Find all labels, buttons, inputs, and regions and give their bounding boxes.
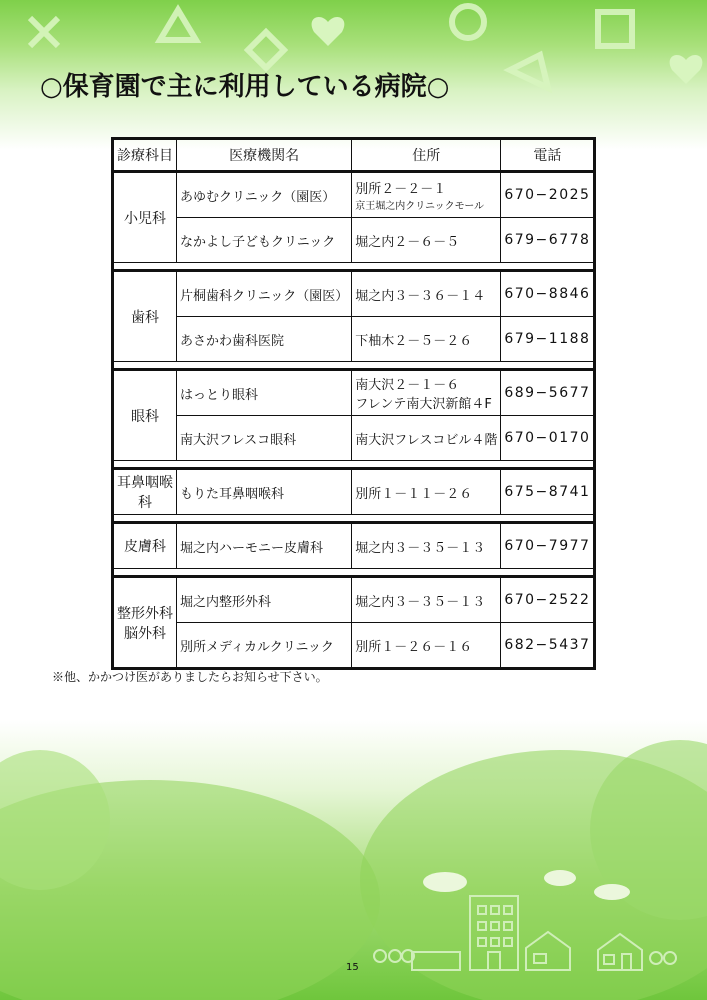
- cross-shape: [30, 18, 58, 46]
- heart-shape: [670, 55, 703, 84]
- hospital-name-cell: 片桐歯科クリニック（園医）: [177, 271, 352, 317]
- address-line: 堀之内３－３５－１３: [355, 594, 486, 610]
- address-line-2: 京王堀之内クリニックモール: [355, 201, 485, 212]
- page-number: 15: [346, 962, 359, 973]
- phone-cell: 670−2522: [501, 577, 595, 623]
- hospital-name-cell: 堀之内ハーモニー皮膚科: [177, 523, 352, 569]
- address-line: 堀之内３－３６－１４: [355, 288, 486, 304]
- department-cell: 歯科: [113, 271, 177, 362]
- table-row: [113, 370, 595, 416]
- address-cell: [352, 577, 501, 623]
- department-cell: 整形外科 脳外科: [113, 577, 177, 669]
- separator-cell: [113, 263, 595, 271]
- table-row: [113, 623, 595, 669]
- department-cell: 皮膚科: [113, 523, 177, 569]
- table-header-row: [113, 139, 595, 172]
- triangle-shape: [160, 10, 196, 40]
- address-cell: [352, 317, 501, 362]
- table-row: [113, 218, 595, 263]
- address-cell: [352, 218, 501, 263]
- phone-cell: 670−0170: [501, 416, 595, 461]
- phone-cell: 682−5437: [501, 623, 595, 669]
- table-row: [113, 271, 595, 317]
- address-line: 下柚木２－５－２６: [355, 333, 473, 349]
- hospital-name-cell: あさかわ歯科医院: [177, 317, 352, 362]
- phone-cell: 689−5677: [501, 370, 595, 416]
- address-line: 別所２－２－１: [355, 182, 447, 197]
- phone-cell: 679−1188: [501, 317, 595, 362]
- footnote: ※他、かかつけ医がありましたらお知らせ下さい。: [52, 670, 328, 684]
- department-cell: 耳鼻咽喉科: [113, 469, 177, 515]
- address-cell: [352, 271, 501, 317]
- hospital-name-cell: 堀之内整形外科: [177, 577, 352, 623]
- table-row: [113, 317, 595, 362]
- hospital-name-cell: もりた耳鼻咽喉科: [177, 469, 352, 515]
- hospital-name-cell: 別所メディカルクリニック: [177, 623, 352, 669]
- group-separator: [113, 362, 595, 370]
- phone-cell: 670−2025: [501, 172, 595, 218]
- table-row: [113, 172, 595, 218]
- square-shape: [598, 12, 632, 46]
- phone-cell: 675−8741: [501, 469, 595, 515]
- separator-cell: [113, 362, 595, 370]
- hospital-name-cell: 南大沢フレスコ眼科: [177, 416, 352, 461]
- address-cell: [352, 416, 501, 461]
- address-line: 別所１－１１－２６: [355, 486, 473, 502]
- separator-cell: [113, 461, 595, 469]
- table-row: [113, 469, 595, 515]
- group-separator: [113, 569, 595, 577]
- address-line: 堀之内３－３５－１３: [355, 540, 486, 556]
- address-line: 南大沢フレスコビル４階: [355, 432, 498, 448]
- column-header: 電話: [501, 139, 595, 172]
- hospital-name-cell: あゆむクリニック（園医）: [177, 172, 352, 218]
- address-line-2: フレンテ南大沢新館４F: [355, 397, 492, 412]
- address-line: 別所１－２６－１６: [355, 639, 473, 655]
- phone-cell: 679−6778: [501, 218, 595, 263]
- phone-cell: 670−7977: [501, 523, 595, 569]
- hospital-name-cell: はっとり眼科: [177, 370, 352, 416]
- table-row: [113, 577, 595, 623]
- hospital-name-cell: なかよし子どもクリニック: [177, 218, 352, 263]
- address-cell: [352, 523, 501, 569]
- address-cell: [352, 172, 501, 218]
- column-header: 住所: [352, 139, 501, 172]
- address-line: 堀之内２－６－５: [355, 234, 460, 250]
- group-separator: [113, 461, 595, 469]
- circle-shape: [452, 6, 484, 38]
- separator-cell: [113, 569, 595, 577]
- department-cell: 眼科: [113, 370, 177, 461]
- diamond-shape: [248, 32, 284, 68]
- column-header: 診療科目: [113, 139, 177, 172]
- table-row: [113, 523, 595, 569]
- phone-cell: 670−8846: [501, 271, 595, 317]
- department-cell: 小児科: [113, 172, 177, 263]
- group-separator: [113, 515, 595, 523]
- address-cell: [352, 370, 501, 416]
- heart-shape: [312, 17, 345, 46]
- triangle-shape: [510, 55, 548, 88]
- address-line: 南大沢２－１－６: [355, 378, 460, 393]
- page-title: ○保育園で主に利用している病院○: [40, 72, 450, 102]
- table-row: [113, 416, 595, 461]
- address-cell: [352, 623, 501, 669]
- column-header: 医療機関名: [177, 139, 352, 172]
- separator-cell: [113, 515, 595, 523]
- group-separator: [113, 263, 595, 271]
- hospital-table: [111, 137, 596, 670]
- address-cell: [352, 469, 501, 515]
